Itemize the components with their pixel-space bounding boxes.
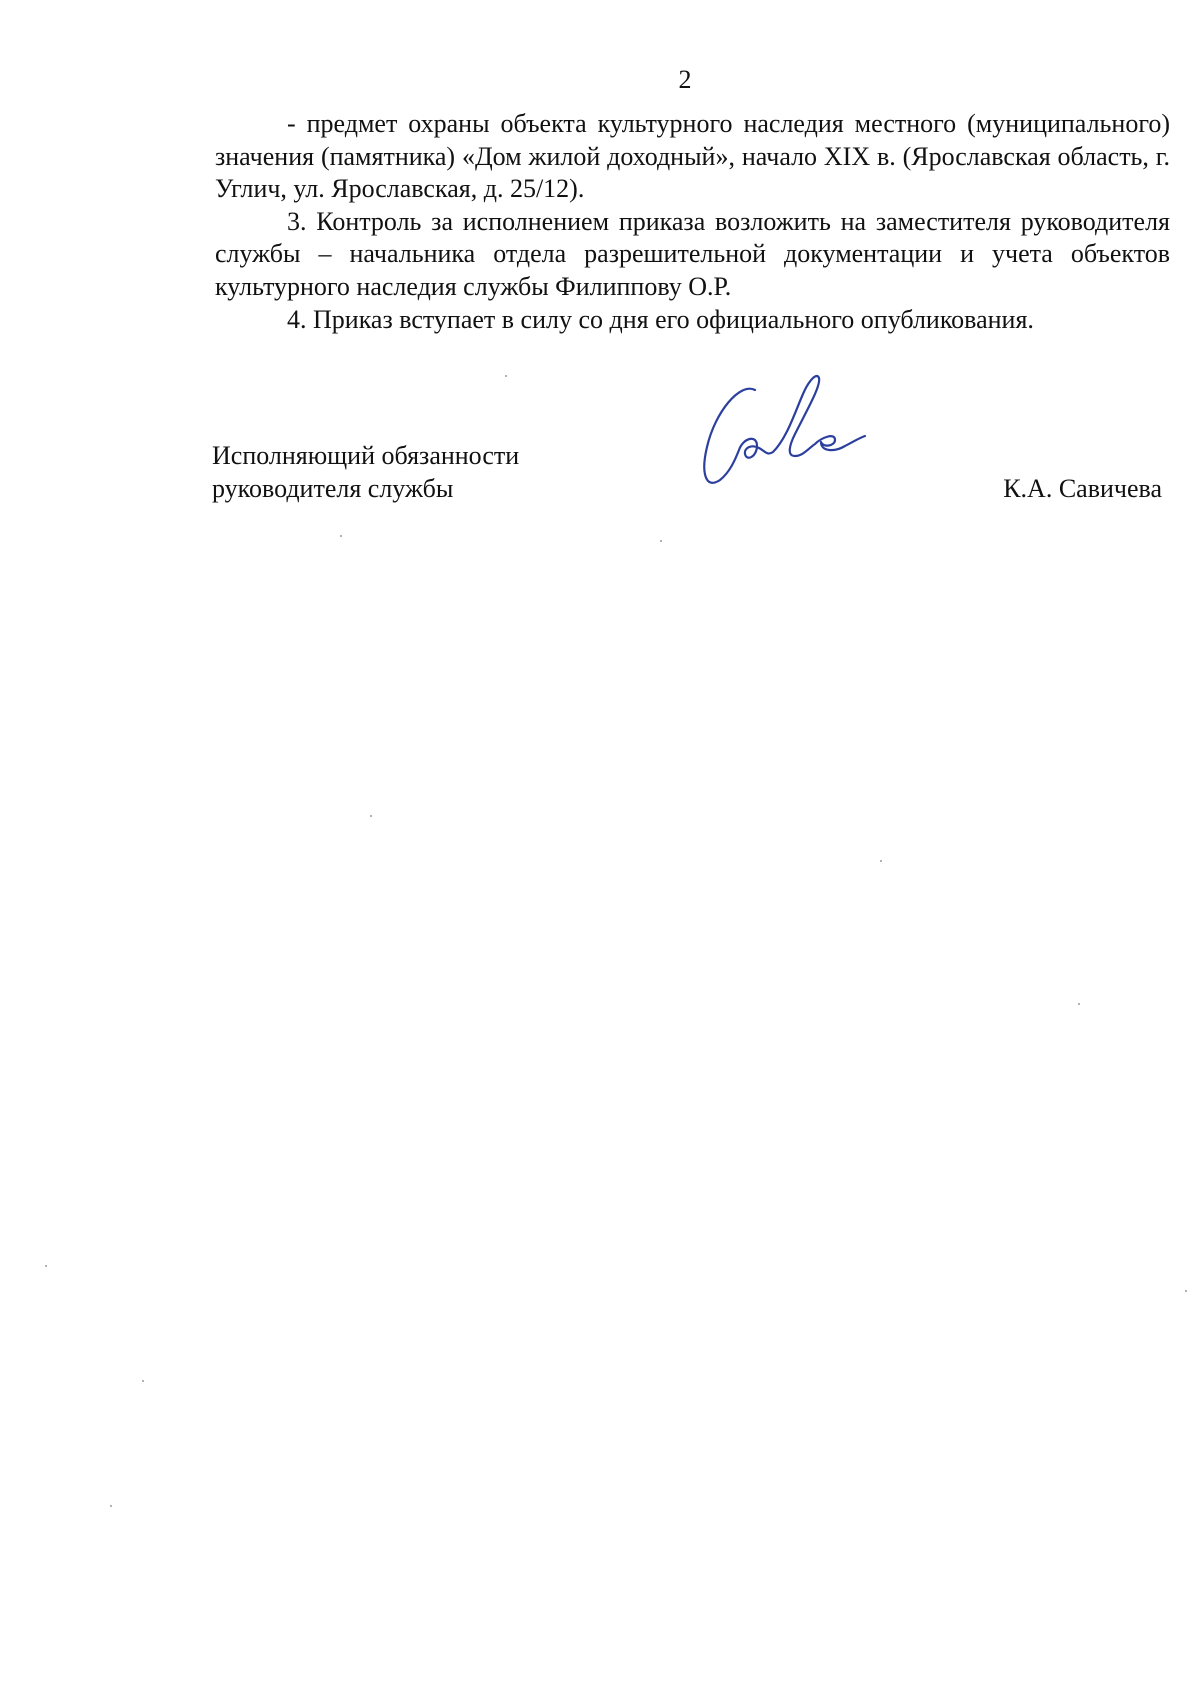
scan-speck: [45, 1265, 47, 1267]
signature-block: [0, 0, 1200, 600]
scan-speck: [1078, 1003, 1080, 1005]
signatory-name: К.А. Савичева: [1003, 474, 1162, 503]
paragraph-protection-subject: - предмет охраны объекта культурного наследия местного (муниципального) значения (памятника) «Дом жилой доходный», начало XIX в. (Ярославская область, г. Углич, ул. Ярославская, д. 25/12).: [215, 109, 1170, 204]
page-number: 2: [678, 65, 692, 94]
scan-speck: [660, 540, 662, 542]
scan-speck: [880, 860, 882, 862]
paragraph-effective-date: 4. Приказ вступает в силу со дня его официального опубликования.: [287, 304, 1034, 334]
scan-speck: [110, 1505, 112, 1507]
signatory-position-line2: руководителя службы: [212, 474, 454, 503]
scan-speck: [142, 1380, 144, 1382]
paragraph-control: 3. Контроль за исполнением приказа возложить на заместителя руководителя службы – начальника отдела разрешительной документации и учета объектов культурного наследия службы Филиппову О.Р.: [215, 206, 1170, 301]
scan-speck: [505, 375, 507, 377]
scan-speck: [1185, 1290, 1187, 1292]
signatory-position: [212, 439, 519, 505]
signatory-position-line1: Исполняющий обязанности: [212, 441, 520, 470]
handwritten-signature: [695, 372, 875, 497]
scan-speck: [340, 535, 342, 537]
scan-speck: [370, 815, 372, 817]
